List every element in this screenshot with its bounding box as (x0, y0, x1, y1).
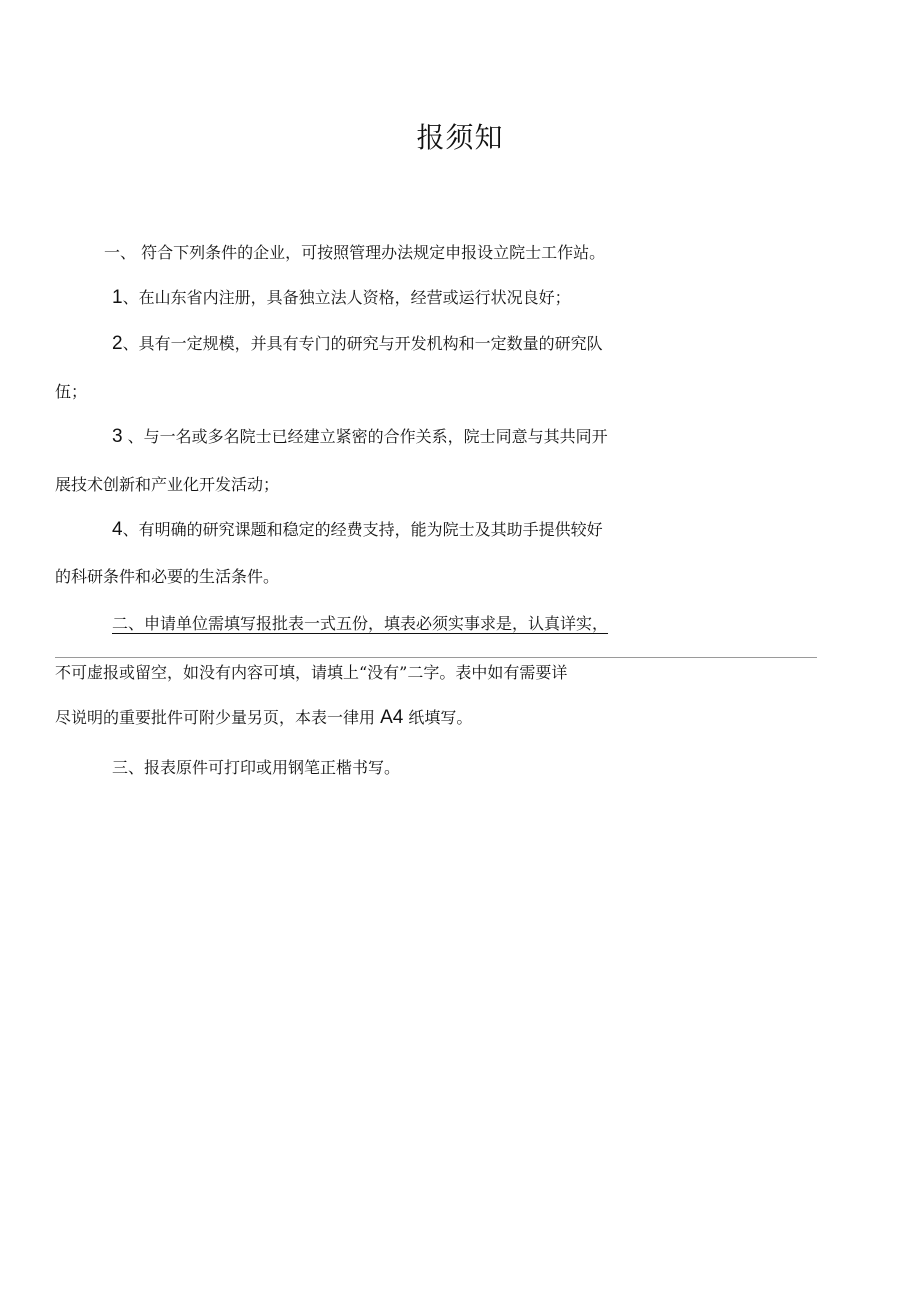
section2-line3-text-a: 尽说明的重要批件可附少量另页，本表一律用 (55, 708, 381, 727)
section2-line2: 不可虚报或留空，如没有内容可填，请填上“没有”二字。表中如有需要详 (55, 663, 568, 682)
item-4-continuation: 的科研条件和必要的生活条件。 (55, 567, 280, 586)
separator-line (55, 657, 817, 658)
section2-line3 (55, 707, 472, 729)
section2-line1: 二、申请单位需填写报批表一式五份，填表必须实事求是，认真详实， (112, 614, 609, 633)
page-title: 报须知 (416, 121, 504, 154)
item-2-text: 、具有一定规模，并具有专门的研究与开发机构和一定数量的研究队 (122, 334, 603, 353)
item-3-continuation: 展技术创新和产业化开发活动； (55, 475, 280, 494)
item-1-number: 1 (112, 287, 123, 308)
paper-size-code: A4 (380, 707, 404, 728)
item-4-text: 、有明确的研究课题和稳定的经费支持，能为院士及其助手提供较好 (122, 520, 603, 539)
item-2-number: 2 (112, 333, 123, 354)
item-3 (112, 426, 608, 448)
item-1-text: 、在山东省内注册，具备独立法人资格，经营或运行状况良好； (122, 288, 571, 307)
item-4-number: 4 (112, 519, 123, 540)
item-4 (112, 519, 603, 541)
section2-line3-text-b: 纸填写。 (403, 708, 473, 727)
item-2 (112, 333, 603, 355)
item-3-text: 、与一名或多名院士已经建立紧密的合作关系，院士同意与其共同开 (122, 427, 608, 446)
item-2-continuation: 伍； (55, 382, 88, 401)
item-1 (112, 287, 571, 309)
section1-heading: 一、 符合下列条件的企业，可按照管理办法规定申报设立院士工作站。 (104, 243, 606, 262)
section3-line1: 三、报表原件可打印或用钢笔正楷书写。 (112, 758, 401, 777)
item-3-number: 3 (112, 426, 123, 447)
